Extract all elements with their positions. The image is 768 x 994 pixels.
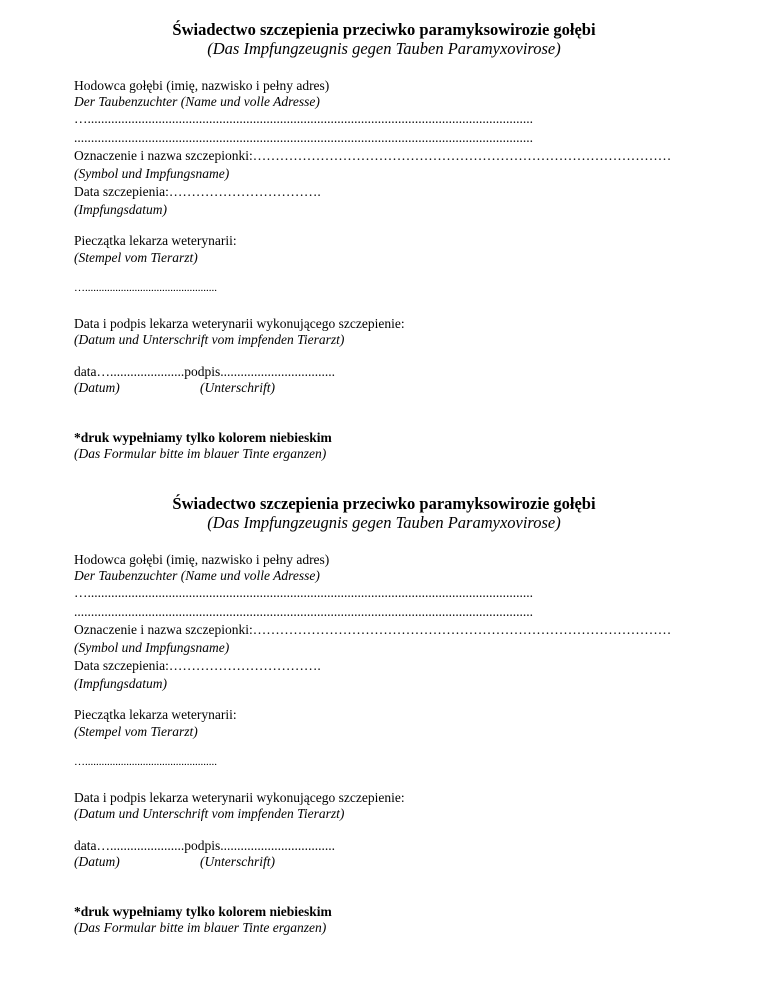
ink-note: *druk wypełniamy tylko kolorem niebieskim [74,431,332,445]
form-subtitle: (Das Impfungzeugnis gegen Tauben Paramyxovirose) [207,513,561,532]
date-signature-line[interactable]: data…......................podpis.................................. [74,365,335,379]
vaccination-date-label-de: (Impfungsdatum) [74,203,167,217]
ink-note: *druk wypełniamy tylko kolorem niebieskim [74,905,332,919]
breeder-label-de: Der Taubenzuchter (Name und volle Adresse) [74,95,320,109]
vaccination-date-field[interactable]: Data szczepienia:……………………………. [74,185,321,199]
vet-stamp-line[interactable]: …................................................ [74,283,217,294]
vaccine-label-de: (Symbol und Impfungsname) [74,167,230,181]
breeder-label: Hodowca gołębi (imię, nazwisko i pełny adres) [74,553,330,567]
date-signature-line[interactable]: data…......................podpis.................................. [74,839,335,853]
breeder-field-line-2[interactable]: ........................................................................................................................................ [74,131,533,145]
unterschrift-label: (Unterschrift) [200,381,275,395]
vet-stamp-line[interactable]: …................................................ [74,757,217,768]
ink-note-de: (Das Formular bitte im blauer Tinte erganzen) [74,921,327,935]
unterschrift-label: (Unterschrift) [200,855,275,869]
ink-note-de: (Das Formular bitte im blauer Tinte erganzen) [74,447,327,461]
vaccine-field[interactable]: Oznaczenie i nazwa szczepionki:………………………………………………………………………………… [74,149,672,163]
vet-signature-label-de: (Datum und Unterschrift vom impfenden Tierarzt) [74,807,345,821]
breeder-label-de: Der Taubenzuchter (Name und volle Adresse) [74,569,320,583]
datum-label: (Datum) [74,855,120,869]
form-title: Świadectwo szczepienia przeciwko paramyksowirozie gołębi [172,494,596,513]
vaccination-date-label-de: (Impfungsdatum) [74,677,167,691]
breeder-label: Hodowca gołębi (imię, nazwisko i pełny adres) [74,79,330,93]
vet-signature-label: Data i podpis lekarza weterynarii wykonującego szczepienie: [74,317,405,331]
vaccination-date-field[interactable]: Data szczepienia:……………………………. [74,659,321,673]
vaccine-label-de: (Symbol und Impfungsname) [74,641,230,655]
breeder-field-line-2[interactable]: ........................................................................................................................................ [74,605,533,619]
form-title: Świadectwo szczepienia przeciwko paramyksowirozie gołębi [172,20,596,39]
breeder-field-line-1[interactable]: ….................................................................................................................................... [74,586,533,600]
vet-signature-label-de: (Datum und Unterschrift vom impfenden Tierarzt) [74,333,345,347]
vet-stamp-label: Pieczątka lekarza weterynarii: [74,234,237,248]
form-subtitle: (Das Impfungzeugnis gegen Tauben Paramyxovirose) [207,39,561,58]
vet-stamp-label-de: (Stempel vom Tierarzt) [74,725,198,739]
vet-signature-label: Data i podpis lekarza weterynarii wykonującego szczepienie: [74,791,405,805]
datum-label: (Datum) [74,381,120,395]
vet-stamp-label: Pieczątka lekarza weterynarii: [74,708,237,722]
breeder-field-line-1[interactable]: ….................................................................................................................................... [74,112,533,126]
vet-stamp-label-de: (Stempel vom Tierarzt) [74,251,198,265]
vaccine-field[interactable]: Oznaczenie i nazwa szczepionki:………………………………………………………………………………… [74,623,672,637]
